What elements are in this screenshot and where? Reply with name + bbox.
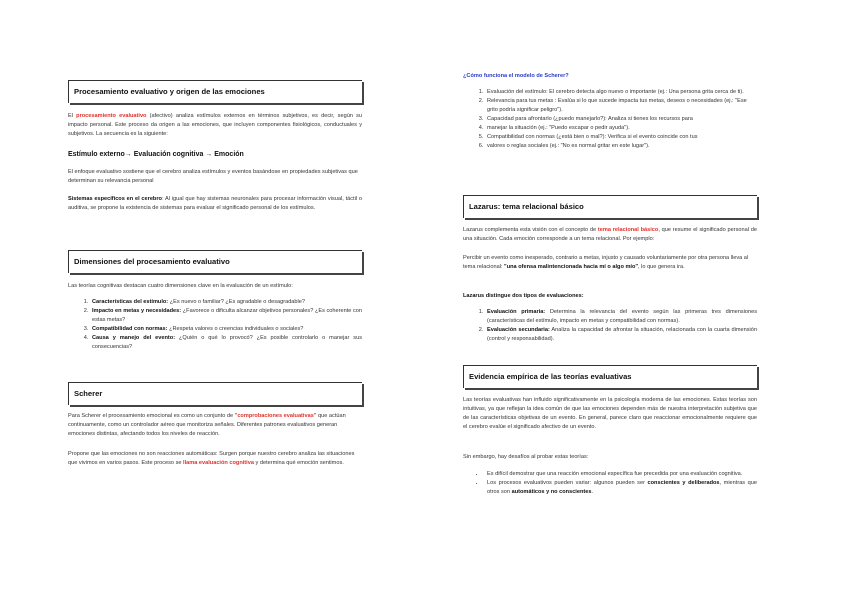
paragraph-lazarus-2: Percibir un evento como inesperado, contrario a metas, injusto y causado voluntariamente por otra persona lleva al tema relacional: "una ofensa malintencionada hacia mí o algo mío", lo que genera ira.	[463, 255, 749, 270]
highlight-comprobaciones: "comprobaciones evaluativas"	[234, 413, 317, 419]
paragraph-scherer-2: Propone que las emociones no son reacciones automáticas: Surgen porque nuestro cerebro analiza las situaciones que vivimos en varios pasos. Este proceso se llama evaluación cognitiva y determina qué emoción sentimos.	[68, 451, 355, 466]
paragraph-lazarus-1: Lazarus complementa esta visión con el concepto de tema relacional básico, que resume el significado personal de una situación. Cada emoción corresponde a un tema relacional. Por ejemplo:	[463, 227, 757, 242]
list-item: 5. Compatibilidad con normas (¿está bien o mal?): Verifica si el evento coincide con tus	[485, 133, 757, 142]
highlight-evaluacion-cognitiva: llama evaluación cognitiva	[183, 460, 254, 466]
paragraph-dimensiones-intro: Las teorías cognitivas destacan cuatro dimensiones clave en la evaluación de un estímulo:	[68, 283, 293, 289]
list-item: 4. manejar la situación (ej.: "Puedo escapar o pedir ayuda").	[485, 124, 757, 133]
list-item: 2. Evaluación secundaria: Analiza la capacidad de afrontar la situación, relacionada con la cuarta dimensión (control y responsabilidad).	[485, 326, 757, 344]
list-item: 6. valores o reglas sociales (ej.: "No es normal gritar en este lugar").	[485, 142, 757, 151]
scherer-model-question: ¿Cómo funciona el modelo de Scherer?	[463, 73, 569, 79]
list-item: 4. Causa y manejo del evento: ¿Quién o qué lo provocó? ¿Es posible controlarlo o manejar sus consecuencias?	[90, 334, 362, 352]
paragraph-evidencia-1: Las teorías evaluativas han influido significativamente en la psicología moderna de las emociones. Estas teorías son intuitivas, ya que reflejan la idea común de que las emociones dependen más de nuestra interpretación subjetiva que de las características objetivas de un evento. En general, parece claro que reaccionar emocionalmente requiere que el cerebro evalúe el significado afectivo de un evento.	[463, 397, 757, 430]
lazarus-evaluations-list	[463, 308, 757, 344]
paragraph-sistemas-especificos: Sistemas específicos en el cerebro: Al igual que hay sistemas neuronales para procesar información visual, táctil o auditiva, se propone la existencia de sistemas para evaluar el significado personal de los estímulos.	[68, 196, 362, 211]
list-item: • Es difícil demostrar que una reacción emocional específica fue precedida por una evaluación cognitiva.	[485, 470, 757, 479]
paragraph-lazarus-3: Lazarus distingue dos tipos de evaluaciones:	[463, 293, 584, 299]
list-item: 3. Compatibilidad con normas: ¿Respeta valores o creencias individuales o sociales?	[90, 325, 362, 334]
highlight-tema-relacional: tema relacional básico	[597, 227, 659, 233]
list-item: 2. Impacto en metas y necesidades: ¿Favorece o dificulta alcanzar objetivos personales? ¿Es coherente con estas metas?	[90, 307, 362, 325]
paragraph-procesamiento-intro: El procesamiento evaluativo (afectivo) analiza estímulos externos en términos subjetivos, es decir, según su impacto personal. Este proceso da origen a las emociones, que incluyen componentes fisiológicos, conductuales y subjetivos. La secuencia es la siguiente:	[68, 113, 362, 137]
list-item: 1. Características del estímulo: ¿Es nuevo o familiar? ¿Es agradable o desagradable?	[90, 298, 362, 307]
section-title-evidencia: Evidencia empírica de las teorías evaluativas	[463, 365, 757, 388]
list-item: 1. Evaluación del estímulo: El cerebro detecta algo nuevo o importante (ej.: Una persona grita cerca de ti).	[485, 88, 757, 97]
evidence-bullets	[463, 470, 757, 497]
section-title-dimensiones: Dimensiones del procesamiento evaluativo	[68, 250, 362, 273]
section-title-procesamiento: Procesamiento evaluativo y origen de las emociones	[68, 80, 362, 103]
highlight-procesamiento-evaluativo: procesamiento evaluativo	[76, 113, 147, 119]
scherer-model-list	[463, 88, 757, 151]
paragraph-enfoque-evaluativo: El enfoque evaluativo sostiene que el cerebro analiza estímulos y eventos basándose en propiedades subjetivas que determinan su relevancia personal	[68, 169, 358, 184]
section-title-scherer: Scherer	[68, 382, 362, 405]
list-item: 1. Evaluación primaria: Determina la relevancia del evento según las primeras tres dimensiones (características del estímulo, impacto en metas y compatibilidad con normas).	[485, 308, 757, 326]
dimensions-list	[68, 298, 362, 352]
paragraph-scherer-1: Para Scherer el procesamiento emocional es como un conjunto de "comprobaciones evaluativas" que actúan continuamente, como un controlador aéreo que monitoriza señales. Diferentes patrones evaluativos generan emociones distintas, afectando todos los niveles de reacción.	[68, 413, 346, 437]
sequence-formula: Estímulo externo→ Evaluación cognitiva → Emoción	[68, 151, 244, 158]
list-item: • Los procesos evaluativos pueden variar: algunos pueden ser conscientes y deliberados, mientras que otros son automáticos y no conscientes.	[485, 479, 757, 497]
section-title-lazarus: Lazarus: tema relacional básico	[463, 195, 757, 218]
list-item: 2. Relevancia para tus metas : Evalúa si lo que sucede impacta tus metas, deseos o necesidades (ej.: "Ese grito podría significar peligro").	[485, 97, 757, 115]
list-item: 3. Capacidad para afrontarlo (¿puedo manejarlo?): Analiza si tienes los recursos para	[485, 115, 757, 124]
paragraph-evidencia-2: Sin embargo, hay desafíos al probar estas teorías:	[463, 454, 589, 460]
